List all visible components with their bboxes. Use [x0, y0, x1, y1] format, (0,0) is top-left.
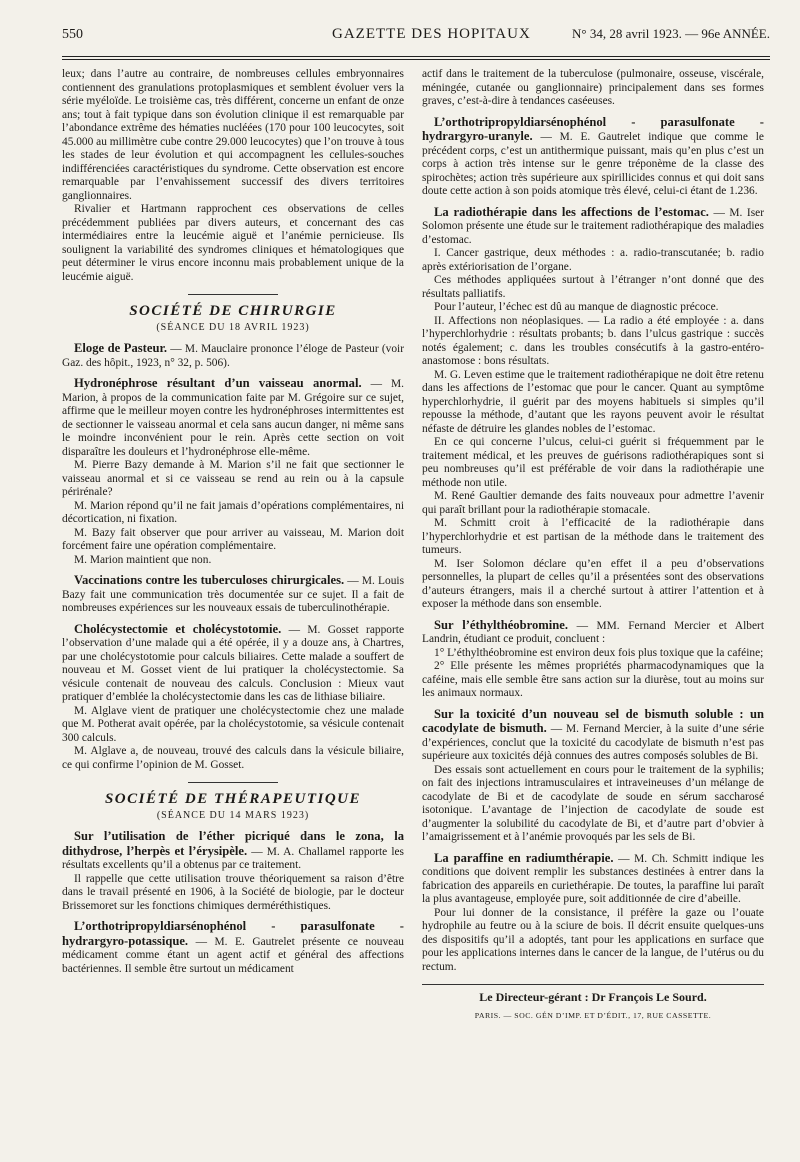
left-column [62, 68, 404, 1022]
paragraph-body: — M. Louis Bazy fait une communication très documentée sur ce sujet. Il a fait de nombreuses expériences sur les nouveaux essais de tuberculinothérapie. [62, 575, 404, 614]
issue-info: N° 34, 28 avril 1923. — 96e ANNÉE. [571, 26, 770, 41]
paragraph: Ces méthodes appliquées surtout à l’étranger n’ont donné que des résultats palliatifs. [422, 274, 764, 300]
paragraph: actif dans le traitement de la tuberculose (pulmonaire, osseuse, viscérale, méningée, cutanée ou ganglionnaire) principalement dans ses formes graves, c’est-à-dire à tendances caséeuses. [422, 68, 764, 107]
paragraph: M. Bazy fait observer que pour arriver au vaisseau, M. Marion doit forcément faire une opération complémentaire. [62, 526, 404, 552]
paragraph [62, 623, 404, 705]
page-header [62, 26, 770, 50]
paragraph [62, 377, 404, 459]
paragraph [422, 619, 764, 647]
page-number: 550 [62, 27, 83, 42]
paragraph [62, 830, 404, 873]
paragraph: M. Alglave vient de pratiquer une cholécystectomie chez une malade que M. Potherat avait opérée, par la cholécystotomie, sa vésicule contenait 300 calculs. [62, 704, 404, 744]
paragraph [422, 116, 764, 199]
section-subtitle: (SÉANCE DU 18 AVRIL 1923) [156, 321, 310, 333]
paragraph-body: — M. Ch. Schmitt indique les conditions que doivent remplir les substances destinées à entrer dans la fabrication des appareils en curiethérapie. De toutes, la paraffine lui paraît la plus avantageuse, employée pure, soit additionnée de cire d’abeille. [422, 852, 764, 905]
paragraph [422, 206, 764, 248]
paragraph: I. Cancer gastrique, deux méthodes : a. radio-transcutanée; b. radio après extériorisation de l’organe. [422, 247, 764, 273]
section-title: SOCIÉTÉ DE CHIRURGIE [129, 303, 337, 319]
paragraph: Pour l’auteur, l’échec est dû au manque de diagnostic précoce. [434, 301, 719, 313]
paragraph-body: — M. Fernand Mercier, à la suite d’une série d’expériences, conclut que la toxicité du cacodylate de bismuth n’est pas supérieure aux toxicités déjà connues des autres composés solubles de Bi. [422, 723, 765, 762]
paragraph: En ce qui concerne l’ulcus, celui-ci guérit si fréquemment par le traitement médical, et les preuves de guérisons radiothérapiques sont si peu nombreuses qu’il est préférable de voir dans la radiothérapie une méthode non utile. [422, 436, 764, 489]
paragraph [62, 342, 404, 370]
footer [422, 984, 764, 1022]
paragraph: M. Pierre Bazy demande à M. Marion s’il ne fait que sectionner le vaisseau anormal et si ce vaisseau se rend au rein ou à la capsule périrénale? [62, 459, 404, 498]
paragraph-body: — M. Gosset rapporte l’observation d’une malade qui a été opérée, il y a douze ans, à Chartres, par une cholécystotomie pour calculs biliaires. Cette malade a souffert de nouveau et M. Gosset vient de lui pratiquer la cholécystectomie. Sa vésicule contenait de nouveau des calculs. Conclusion : Mieux vaut pratiquer d’emblée la cholécystectomie dans les cas de lithiase biliaire. [62, 623, 404, 703]
paragraph-heading: L’orthotripropyldiarsénophénol - parasulfonate - hydrargyro-potassique. [62, 919, 404, 948]
director-line: Le Directeur-gérant : Dr François Le Sourd. [479, 990, 707, 1004]
journal-title: GAZETTE DES HOPITAUX [332, 26, 531, 42]
paragraph: Rivalier et Hartmann rapprochent ces observations de celles précédemment publiées par divers auteurs, et concernant des cas intermédiaires entre la leucémie aiguë et l’anémie pernicieuse. Ils soulignent la variabilité des syndromes cliniques et hématologiques que peut déterminer le virus encore inconnu mais probablement unique de la leucémie aiguë. [62, 203, 404, 283]
paragraph-heading: Sur l’éthylthéobromine. [434, 617, 568, 632]
paragraph-body: — M. E. Gautrelet indique que comme le précédent corps, c’est un antithermique puissant, mais qu’en plus c’est un corps à action très intense sur le genre tréponème de la classe des spirochètes; action très supérieure aux spirillicides connus et qui doit sans doute cette action à son poids atomique très élevé, celui-ci étant de 1.236. [422, 131, 764, 197]
paragraph: leux; dans l’autre au contraire, de nombreuses cellules embryonnaires contiennent des granulations protoplasmiques et semblent évoluer vers la série myéloïde. Le troisième cas, très différent, concerne un enfant de onze ans; tout à fait typique dans son évolution clinique il est remarquable par l’abondance extrême des hématies nucléées (170 pour 100 leucocytes, soit 45.000 au millimètre cube contre 29.000 leucocytes) que l’on trouve à tous les stades de leur évolution et qui accompagnent les cellules-souches indifférenciées caractéristiques du syndrome. Cette observation est encore remarquable par l’envahissement successif des divers territoires ganglionnaires. [62, 68, 404, 202]
paragraph-body: — MM. Fernand Mercier et Albert Landrin, étudiant ce produit, concluent : [422, 619, 764, 645]
right-column [422, 68, 764, 1022]
paragraph-body: — M. Marion, à propos de la communication faite par M. Grégoire sur ce sujet, affirme que le meilleur moyen contre les hydronéphroses intermittentes est de sectionner le vaisseau anormal et cela sans aucun danger, ni même sans le moindre inconvénient pour le rein. Après cette section on voit disparaître les douleurs et l’hydronéphrose elle-même. [62, 378, 404, 458]
paragraph: 1° L’éthylthéobromine est environ deux fois plus toxique que la caféine; [434, 646, 764, 659]
paragraph: Pour lui donner de la consistance, il préfère la gaze ou l’ouate hydrophile au feutre ou à la sciure de bois. Il décrit ensuite quelques-uns des dispositifs qu’il a adoptés, tant pour les applications en surface que pour les applications internes dans le cancer de la langue, de l’utérus ou du rectum. [422, 906, 764, 973]
paragraph-heading: Eloge de Pasteur. [74, 341, 168, 355]
paragraph: M. Schmitt croit à l’efficacité de la radiothérapie dans l’hyperchlorhydrie et est partisan de la méthode dans le traitement des tumeurs. [422, 517, 764, 556]
paragraph-body: — M. A. Challamel rapporte les résultats excellents qu’il a obtenus par ce traitement. [62, 845, 404, 871]
columns [62, 68, 770, 1022]
paragraph: M. G. Leven estime que le traitement radiothérapique ne doit être retenu dans les affections de l’estomac que pour le cancer. Quant au symptôme hyperchlorhydrie, il guérit par des moyens habituels si simples qu’il repousse la méthode, d’autant que les rayons peuvent avoir le résultat néfaste de détruire les glandes nobles de l’estomac. [422, 368, 764, 435]
paragraph-heading: La paraffine en radiumthérapie. [434, 850, 614, 865]
section-title: SOCIÉTÉ DE THÉRAPEUTIQUE [104, 791, 362, 807]
paragraph: M. Iser Solomon déclare qu’en effet il a peu d’observations personnelles, la plupart de celles qu’il a présentées sont des observations d’auteurs étrangers, mais il a cherché surtout à attirer l’attention et à exposer la méthode dans son ensemble. [422, 557, 764, 610]
paragraph: Il rappelle que cette utilisation trouve théoriquement sa raison d’être dans le travail présenté en 1906, à la Société de biologie, par le docteur Brissemoret sur les fonctions chimiques derméréthistiques. [62, 872, 404, 912]
paragraph-heading: Sur l’utilisation de l’éther picriqué dans le zona, la dithydrose, l’herpès et l’érysipèle. [62, 829, 404, 858]
paragraph-heading: Hydronéphrose résultant d’un vaisseau anormal. [74, 376, 362, 390]
paragraph-heading: La radiothérapie dans les affections de l’estomac. [434, 204, 709, 219]
paragraph [62, 920, 404, 976]
section-subtitle: (SÉANCE DU 14 MARS 1923) [156, 809, 310, 821]
paragraph: M. Alglave a, de nouveau, trouvé des calculs dans la vésicule biliaire, ce qui confirme l’opinion de M. Gosset. [62, 745, 404, 771]
paragraph: 2° Elle présente les mêmes propriétés pharmacodynamiques que la caféine, mais elle semble être sans action sur la diurèse, tout au moins sur les animaux normaux. [422, 660, 764, 699]
header-rule [62, 56, 770, 60]
divider [188, 294, 278, 295]
paragraph-heading: L’orthotripropyldiarsénophénol - parasulfonate - hydrargyro-uranyle. [422, 114, 764, 143]
paragraph-body: — M. Iser Solomon présente une étude sur le traitement radiothérapique des maladies d’estomac. [422, 206, 764, 246]
paragraph: II. Affections non néoplasiques. — La radio a été employée : a. dans l’hyperchlorhydrie : résultats probants; b. dans l’ulcus gastrique : succès notés également; c. dans les troubles consécutifs à la gastro-entéro-anastomose : bons résultats. [422, 314, 764, 367]
paragraph [422, 852, 764, 907]
paragraph-body: — M. E. Gautrelet présente ce nouveau médicament comme étant un agent actif et général des affections bactériennes. Il semble être surtout un médicament [62, 935, 404, 975]
paragraph: Des essais sont actuellement en cours pour le traitement de la syphilis; on fait des injections intramusculaires et intraveineuses d’un mélange de cacodylate de Bi et de cacodylate de soude en sérum saccharosé isotonique. L’avantage de l’injection de cacodylate de soude est d’augmenter la solubilité du cacodylate de Bi, et d’autre part d’obvier à l’amaigrissement et à l’anémie provoqués par les sels de Bi. [422, 763, 764, 843]
paragraph: M. René Gaultier demande des faits nouveaux pour admettre l’avenir qui paraît brillant pour la radiothérapie stomacale. [422, 490, 764, 516]
paragraph-heading: Sur la toxicité d’un nouveau sel de bismuth soluble : un cacodylate de bismuth. [422, 706, 764, 735]
paragraph: M. Marion répond qu’il ne fait jamais d’opérations complémentaires, ni décortication, ni fixation. [62, 499, 404, 525]
printer-line: PARIS. — SOC. GÉN D’IMP. ET D’ÉDIT., 17, RUE CASSETTE. [474, 1010, 712, 1020]
paragraph [422, 708, 764, 764]
paragraph-body: — M. Mauclaire prononce l’éloge de Pasteur (voir Gaz. des hôpit., 1923, n° 32, p. 506). [62, 343, 405, 369]
paragraph [62, 574, 404, 616]
divider [188, 782, 278, 783]
paragraph-heading: Cholécystectomie et cholécystotomie. [74, 621, 282, 636]
paragraph-heading: Vaccinations contre les tuberculoses chirurgicales. [74, 573, 345, 587]
paragraph: M. Marion maintient que non. [74, 553, 212, 566]
